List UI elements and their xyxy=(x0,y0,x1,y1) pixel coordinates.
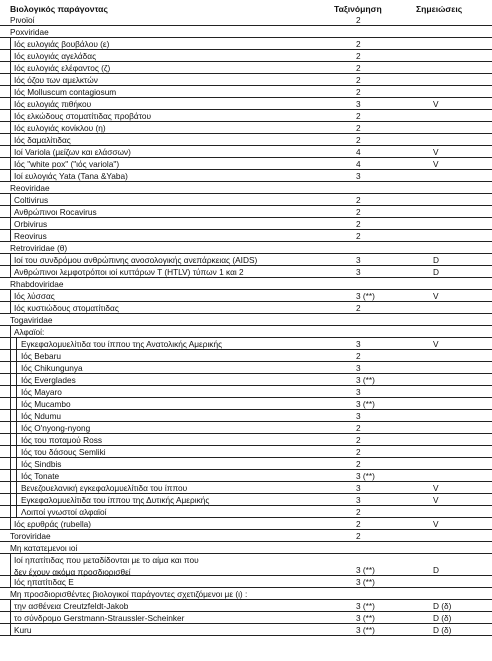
agent-name-line: Ιός λύσσας xyxy=(14,291,55,301)
table-row xyxy=(0,576,492,588)
classification-cell: 3 xyxy=(356,171,361,181)
agent-name xyxy=(10,542,77,554)
agent-name-line: Ανθρώπινοι Rocavirus xyxy=(14,207,97,217)
agent-name-line: Ιός του δάσους Semliki xyxy=(21,447,106,457)
agent-name xyxy=(21,386,62,398)
table-row xyxy=(0,422,492,434)
table-row xyxy=(0,110,492,122)
notes-cell: V xyxy=(433,291,439,301)
agent-name-line: Ιός Tonate xyxy=(21,471,60,481)
table-row xyxy=(0,194,492,206)
agent-name-line: Orbivirus xyxy=(14,219,48,229)
agent-name xyxy=(14,518,91,530)
agent-name-line: Ιοί ηπατίτιδας που μεταδίδονται με το αίμα και που xyxy=(14,555,199,565)
table-row xyxy=(0,170,492,182)
agent-name-line: Ιός ευλογιάς ελέφαντος (ζ) xyxy=(14,63,111,73)
agent-name xyxy=(21,374,76,386)
agent-name xyxy=(14,110,151,122)
table-row xyxy=(0,290,492,302)
classification-cell: 2 xyxy=(356,135,361,145)
classification-cell: 3 xyxy=(356,339,361,349)
agent-name-line: Ιοί του συνδρόμου ανθρώπινης ανοσολογικής ανεπάρκειας (AIDS) xyxy=(14,255,258,265)
agent-name-line: Ιός Ndumu xyxy=(21,411,61,421)
agent-name-line: Λοιποί γνωστοί αλφαϊοί xyxy=(21,507,107,517)
agent-name xyxy=(10,530,51,542)
agent-name xyxy=(21,458,61,470)
table-row xyxy=(0,362,492,374)
agent-name-line: Reovirus xyxy=(14,231,47,241)
classification-cell: 3 (**) xyxy=(356,613,375,623)
table-row xyxy=(0,62,492,74)
agent-name xyxy=(10,314,52,326)
agent-name xyxy=(14,158,119,170)
notes-cell: V xyxy=(433,519,439,529)
table-row xyxy=(0,206,492,218)
agent-name-line: Retroviridae (θ) xyxy=(10,243,68,253)
classification-cell: 3 (**) xyxy=(356,291,375,301)
notes-cell: V xyxy=(433,483,439,493)
classification-cell: 3 xyxy=(356,267,361,277)
classification-cell: 2 xyxy=(356,519,361,529)
table-row xyxy=(0,588,492,600)
classification-cell: 3 (**) xyxy=(356,565,375,575)
classification-cell: 3 xyxy=(356,387,361,397)
agent-name xyxy=(14,554,199,578)
header-agent: Βιολογικός παράγοντας xyxy=(10,4,108,14)
agent-name xyxy=(14,38,109,50)
agent-name xyxy=(14,86,116,98)
agent-name xyxy=(21,506,106,518)
agent-name-line: Εγκεφαλομυελίτιδα του ίππου της Δυτικής Αμερικής xyxy=(21,495,210,505)
agent-name xyxy=(14,302,119,314)
classification-cell: 3 xyxy=(356,363,361,373)
classification-cell: 3 (**) xyxy=(356,471,375,481)
classification-cell: 2 xyxy=(356,111,361,121)
agent-name-line: Ιός ευλογιάς πιθήκου xyxy=(14,99,92,109)
table-row xyxy=(0,554,492,576)
agent-name-line: Ιός Mayaro xyxy=(21,387,62,397)
classification-cell: 3 (**) xyxy=(356,601,375,611)
agent-name-line: Βενεζουελανική εγκεφαλομυελίτιδα του ίππου xyxy=(21,483,188,493)
notes-cell: V xyxy=(433,159,439,169)
agent-name xyxy=(14,612,184,624)
agent-name-line: Ιός του ποταμού Ross xyxy=(21,435,103,445)
agent-name xyxy=(21,398,71,410)
classification-cell: 2 xyxy=(356,507,361,517)
agent-name xyxy=(14,230,47,242)
notes-cell: D (δ) xyxy=(433,613,452,623)
table-row xyxy=(0,612,492,624)
table-row xyxy=(0,158,492,170)
classification-cell: 2 xyxy=(356,219,361,229)
classification-cell: 2 xyxy=(356,351,361,361)
table-row xyxy=(0,506,492,518)
classification-cell: 3 xyxy=(356,411,361,421)
classification-cell: 2 xyxy=(356,87,361,97)
notes-cell: V xyxy=(433,495,439,505)
agent-name-line: Ιός "white pox" ("ιός variola") xyxy=(14,159,120,169)
table-row xyxy=(0,470,492,482)
header-classification: Ταξινόμηση xyxy=(334,4,382,14)
table-row xyxy=(0,494,492,506)
table-row xyxy=(0,14,492,26)
agent-name-line: το σύνδρομο Gerstmann-Straussler-Scheinker xyxy=(14,613,185,623)
notes-cell: D (δ) xyxy=(433,601,452,611)
notes-cell: D xyxy=(433,267,439,277)
agent-name-line: Ιός ηπατίτιδας E xyxy=(14,577,74,587)
agent-name xyxy=(21,362,83,374)
classification-cell: 3 xyxy=(356,99,361,109)
classification-cell: 2 xyxy=(356,123,361,133)
agent-name-line: Ιός Sindbis xyxy=(21,459,62,469)
table-row xyxy=(0,458,492,470)
agent-name xyxy=(14,146,131,158)
agent-name xyxy=(10,588,247,600)
table-row xyxy=(0,350,492,362)
agent-name-line: την ασθένεια Creutzfeldt-Jakob xyxy=(14,601,129,611)
agent-name xyxy=(10,278,64,290)
table-row xyxy=(0,398,492,410)
agent-name xyxy=(14,74,98,86)
table-row xyxy=(0,266,492,278)
table-row xyxy=(0,278,492,290)
agent-name-line: Coltivirus xyxy=(14,195,49,205)
agent-name-line: Kuru xyxy=(14,625,32,635)
agent-name xyxy=(10,242,67,254)
agent-name xyxy=(14,170,128,182)
notes-cell: V xyxy=(433,147,439,157)
table-row xyxy=(0,482,492,494)
classification-cell: 4 xyxy=(356,147,361,157)
agent-name-line: Poxviridae xyxy=(10,27,49,37)
table-row xyxy=(0,314,492,326)
agent-name xyxy=(21,494,209,506)
table-row xyxy=(0,600,492,612)
classification-cell: 2 xyxy=(356,531,361,541)
agent-name-line: Reoviridae xyxy=(10,183,50,193)
agent-name-line: Ρινοϊοί xyxy=(10,15,35,25)
agent-name xyxy=(21,350,61,362)
table-row xyxy=(0,434,492,446)
agent-name-line: Ιός ευλογιάς βουβάλου (ε) xyxy=(14,39,110,49)
table-row xyxy=(0,74,492,86)
classification-cell: 2 xyxy=(356,435,361,445)
agent-name-line: Toroviridae xyxy=(10,531,51,541)
agent-name-line: Rhabdoviridae xyxy=(10,279,64,289)
agent-name xyxy=(21,434,102,446)
table-row xyxy=(0,446,492,458)
classification-cell: 2 xyxy=(356,195,361,205)
table-row xyxy=(0,230,492,242)
agent-name-line: Ιός Mucambo xyxy=(21,399,71,409)
agent-name-line: Ανθρώπινοι λεμφοτρόποι ιοί κυττάρων Τ (HTLV) τύπων 1 και 2 xyxy=(14,267,244,277)
agent-name-line: Ιός Chikungunya xyxy=(21,363,83,373)
agent-name xyxy=(14,122,106,134)
agent-name xyxy=(21,422,90,434)
agent-name-line: Ιοί Variola (μείζων και ελάσσων) xyxy=(14,147,131,157)
classification-cell: 2 xyxy=(356,447,361,457)
table-row xyxy=(0,134,492,146)
notes-cell: D xyxy=(433,565,439,575)
agent-name-line: Μη κατατεμενοι ιοί xyxy=(10,543,78,553)
table-row xyxy=(0,218,492,230)
agent-name xyxy=(14,134,71,146)
agent-name xyxy=(21,446,106,458)
classification-cell: 2 xyxy=(356,39,361,49)
agent-name xyxy=(21,410,61,422)
table-row xyxy=(0,26,492,38)
agent-name-line: Ιοί ευλογιάς Yata (Tana &Yaba) xyxy=(14,171,128,181)
classification-cell: 2 xyxy=(356,207,361,217)
agent-name xyxy=(21,482,187,494)
table-row xyxy=(0,38,492,50)
classification-cell: 2 xyxy=(356,231,361,241)
agent-name xyxy=(14,62,110,74)
agent-name xyxy=(14,266,244,278)
table-row xyxy=(0,410,492,422)
agent-name xyxy=(14,576,74,588)
classification-cell: 3 (**) xyxy=(356,399,375,409)
classification-cell: 3 (**) xyxy=(356,375,375,385)
agent-name xyxy=(21,470,59,482)
agent-name xyxy=(14,624,32,636)
agent-name xyxy=(14,194,48,206)
agent-name xyxy=(14,98,91,110)
table-row xyxy=(0,302,492,314)
table-row xyxy=(0,542,492,554)
table-row xyxy=(0,50,492,62)
agent-name xyxy=(10,182,50,194)
agent-name-line: Ιός ευλογιάς κονίκλου (η) xyxy=(14,123,106,133)
agent-name-line: Ιός όζου των αμελκτών xyxy=(14,75,98,85)
table-row xyxy=(0,518,492,530)
agent-name-line: Ιός ευλογιάς αγελάδας xyxy=(14,51,97,61)
table-row xyxy=(0,338,492,350)
agent-name xyxy=(14,254,257,266)
classification-cell: 3 xyxy=(356,483,361,493)
notes-cell: D (δ) xyxy=(433,625,452,635)
classification-cell: 3 xyxy=(356,495,361,505)
agent-name-line: Ιός ελκώδους στοματίτιδας προβάτου xyxy=(14,111,152,121)
agent-name xyxy=(10,14,34,26)
agent-name xyxy=(14,290,55,302)
classification-cell: 2 xyxy=(356,15,361,25)
table-row xyxy=(0,530,492,542)
agent-name-line: Μη προσδιορισθέντες βιολογικοί παράγοντες σχετιζόμενοι με (ι) : xyxy=(10,589,248,599)
classification-cell: 4 xyxy=(356,159,361,169)
agent-name-line: Ιός ερυθράς (rubella) xyxy=(14,519,92,529)
table-row xyxy=(0,98,492,110)
agent-name xyxy=(14,326,44,338)
table-row xyxy=(0,86,492,98)
classification-cell: 2 xyxy=(356,423,361,433)
classification-cell: 2 xyxy=(356,51,361,61)
agent-name xyxy=(14,50,96,62)
notes-cell: V xyxy=(433,339,439,349)
table-row xyxy=(0,254,492,266)
agent-name-line: Togaviridae xyxy=(10,315,53,325)
table-row xyxy=(0,374,492,386)
table-row xyxy=(0,122,492,134)
classification-cell: 3 (**) xyxy=(356,577,375,587)
agent-name xyxy=(14,206,97,218)
agent-name xyxy=(10,26,49,38)
classification-cell: 2 xyxy=(356,303,361,313)
agent-name xyxy=(21,338,222,350)
table-row xyxy=(0,326,492,338)
header-notes: Σημειώσεις xyxy=(416,4,463,14)
table-row xyxy=(0,146,492,158)
classification-cell: 2 xyxy=(356,75,361,85)
classification-cell: 2 xyxy=(356,459,361,469)
classification-cell: 3 xyxy=(356,255,361,265)
agent-name xyxy=(14,218,47,230)
agent-name-line: Ιός O'nyong-nyong xyxy=(21,423,91,433)
agent-name xyxy=(14,600,128,612)
agent-name-line: Ιός δαμαλίτιδας xyxy=(14,135,71,145)
agent-name-line: Αλφαϊοί: xyxy=(14,327,45,337)
agent-name-line-2: δεν έχουν ακόμα προσδιορισθεί xyxy=(14,567,131,577)
table-row xyxy=(0,242,492,254)
agent-table xyxy=(0,14,492,636)
notes-cell: D xyxy=(433,255,439,265)
agent-name-line: Ιός κυστιώδους στοματίτιδας xyxy=(14,303,119,313)
notes-cell: V xyxy=(433,99,439,109)
table-row xyxy=(0,386,492,398)
agent-name-line: Ιός Bebaru xyxy=(21,351,61,361)
agent-name-line: Ιός Molluscum contagiosum xyxy=(14,87,117,97)
classification-cell: 3 (**) xyxy=(356,625,375,635)
classification-cell: 2 xyxy=(356,63,361,73)
agent-name-line: Εγκεφαλομυελίτιδα του ίππου της Ανατολικής Αμερικής xyxy=(21,339,223,349)
table-row xyxy=(0,624,492,636)
agent-name-line: Ιός Everglades xyxy=(21,375,76,385)
table-row xyxy=(0,182,492,194)
